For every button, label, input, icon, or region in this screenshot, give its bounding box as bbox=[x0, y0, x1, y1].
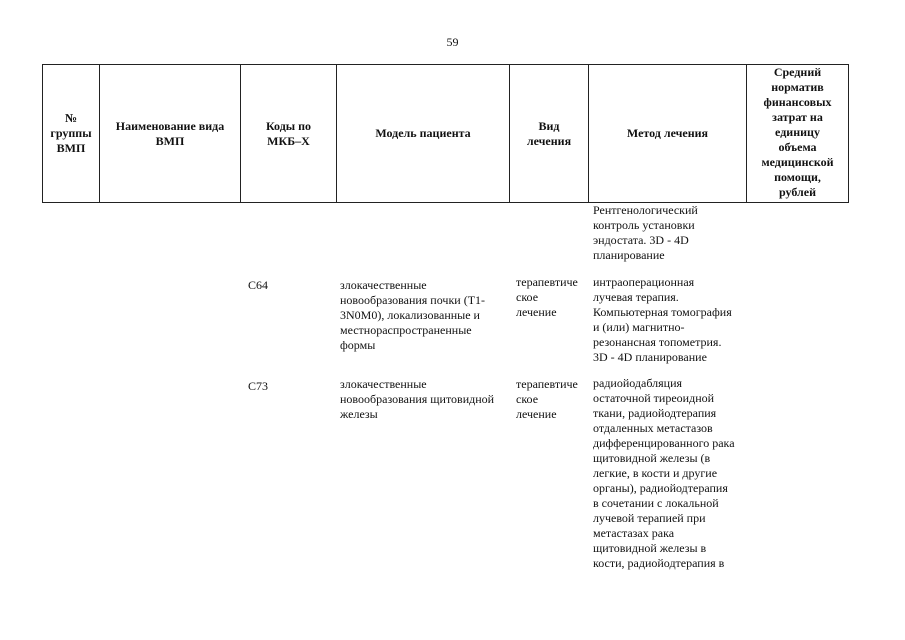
row-patient-model: злокачественные новообразования почки (Т1- 3N0M0), локализованные и местнораспространенные формы bbox=[340, 278, 486, 352]
row-method: Рентгенологический контроль установки эндостата. 3D - 4D планирование bbox=[593, 203, 698, 262]
row-method: интраоперационная лучевая терапия. Компьютерная томография и (или) магнитно- резонансная топометрия. 3D - 4D планирование bbox=[593, 275, 732, 364]
row-method: радиойодабляция остаточной тиреоидной ткани, радиойодтерапия отдаленных метастазов дифференцированного рака щитовидной железы (в легкие, в кости и другие органы), радиойодтерапия в сочетании с локальной лучевой терапией при метастазах рака щитовидной железы в кости, радиойодтерапия в bbox=[593, 376, 735, 570]
table-header bbox=[42, 64, 849, 203]
header-icd-codes: Коды по МКБ–Х bbox=[241, 65, 337, 203]
header-treatment-type: Вид лечения bbox=[510, 65, 589, 203]
row-treatment-type: терапевтиче ское лечение bbox=[516, 275, 578, 319]
header-row bbox=[43, 65, 849, 203]
header-patient-model: Модель пациента bbox=[337, 65, 510, 203]
row-icd-code: С64 bbox=[248, 278, 269, 292]
page-number: 59 bbox=[446, 35, 459, 49]
header-cost-norm: Средний норматив финансовых затрат на единицу объема медицинской помощи, рублей bbox=[747, 65, 849, 203]
row-treatment-type: терапевтиче ское лечение bbox=[516, 377, 578, 421]
row-icd-code: С73 bbox=[248, 379, 269, 393]
row-patient-model: злокачественные новообразования щитовидной железы bbox=[340, 377, 495, 421]
header-treatment-method: Метод лечения bbox=[589, 65, 747, 203]
header-vmp-name: Наименование вида ВМП bbox=[100, 65, 241, 203]
header-group-no: № группы ВМП bbox=[43, 65, 100, 203]
